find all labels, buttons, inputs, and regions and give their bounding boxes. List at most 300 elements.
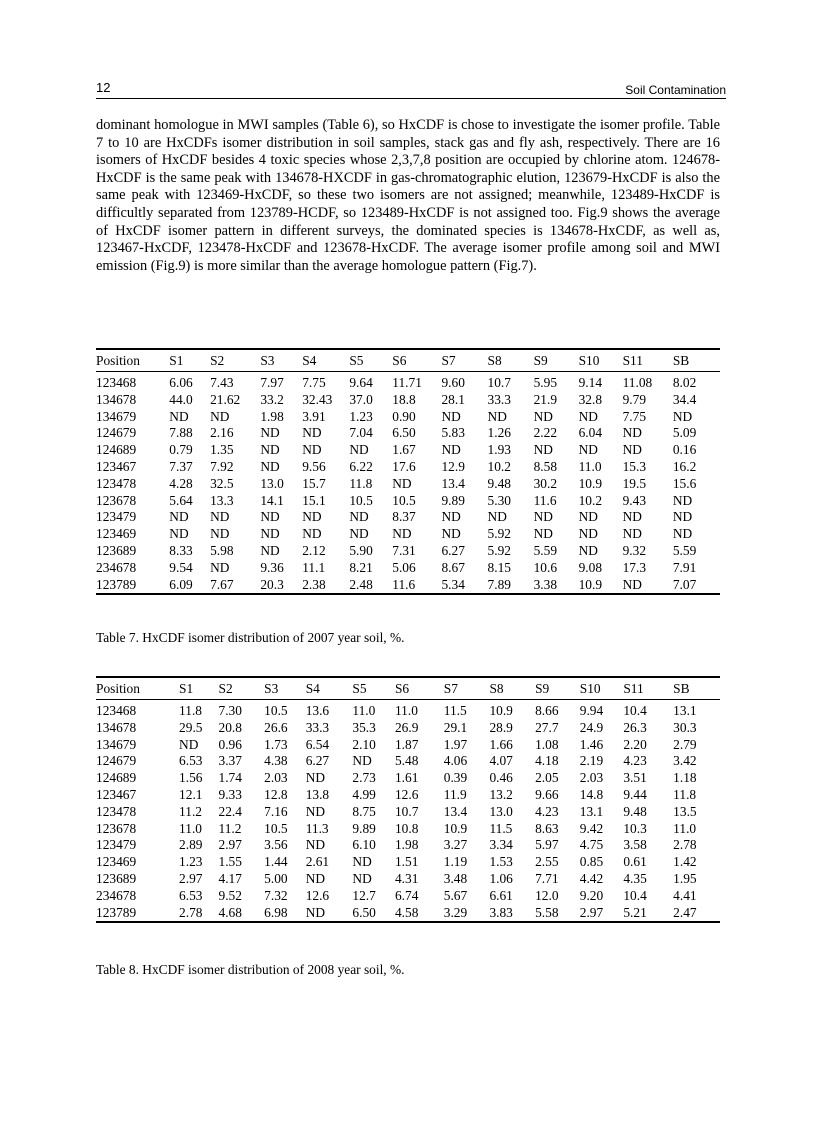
table-cell: 26.9 bbox=[394, 719, 419, 735]
table-cell: 12.7 bbox=[352, 887, 376, 903]
table-cell: 7.97 bbox=[260, 375, 284, 390]
table-cell: 9.48 bbox=[487, 475, 511, 491]
table-cell: 2.16 bbox=[210, 425, 234, 441]
table-cell: 11.0 bbox=[179, 820, 202, 836]
table-cell: 6.50 bbox=[392, 425, 416, 441]
table-cell: 10.5 bbox=[349, 492, 373, 508]
table-row bbox=[96, 753, 720, 770]
table-cell: ND bbox=[672, 509, 693, 525]
table-cell: 11.2 bbox=[179, 803, 202, 819]
column-header: S8 bbox=[489, 681, 504, 696]
column-header: S3 bbox=[264, 681, 279, 696]
table-cell: 5.90 bbox=[349, 542, 373, 558]
table-cell: 5.67 bbox=[443, 887, 468, 903]
table-row bbox=[96, 821, 720, 838]
table-cell: 4.31 bbox=[394, 870, 419, 886]
table-row bbox=[96, 425, 720, 442]
table-cell: ND bbox=[210, 408, 230, 424]
table-cell: 2.48 bbox=[349, 576, 373, 592]
table-cell: 8.66 bbox=[535, 703, 559, 718]
table-cell: 11.3 bbox=[305, 820, 329, 836]
table-cell: 2.97 bbox=[579, 904, 604, 920]
table-cell: 1.87 bbox=[394, 736, 419, 752]
table-cell: 6.06 bbox=[169, 375, 193, 390]
row-label-cell: 123678 bbox=[96, 820, 137, 836]
table-cell: 14.1 bbox=[260, 492, 284, 508]
table-cell: 13.5 bbox=[673, 803, 697, 819]
table-cell: 1.95 bbox=[673, 870, 697, 886]
table-cell: 5.59 bbox=[672, 542, 697, 558]
table-cell: 3.58 bbox=[623, 837, 647, 853]
table-cell: 27.7 bbox=[535, 719, 559, 735]
column-header: S9 bbox=[533, 353, 548, 368]
table-cell: 3.42 bbox=[673, 753, 697, 769]
table-cell: ND bbox=[349, 442, 369, 458]
table-cell: 11.08 bbox=[622, 375, 653, 390]
table-cell: 10.5 bbox=[392, 492, 416, 508]
table-cell: 33.3 bbox=[487, 391, 511, 407]
table-cell: ND bbox=[441, 526, 461, 542]
table-cell: 13.0 bbox=[260, 475, 284, 491]
table-cell: 11.6 bbox=[533, 492, 557, 508]
table-cell: 26.6 bbox=[264, 719, 288, 735]
table-row bbox=[96, 837, 720, 854]
table-8-caption: Table 8. HxCDF isomer distribution of 2008 year soil, %. bbox=[96, 962, 405, 977]
table-cell: 4.23 bbox=[623, 753, 647, 769]
table-cell: 3.34 bbox=[489, 837, 513, 853]
table-cell: 21.9 bbox=[533, 391, 558, 407]
table-cell: ND bbox=[210, 559, 230, 575]
table-cell: 7.89 bbox=[487, 576, 511, 592]
table-cell: 2.73 bbox=[352, 770, 376, 786]
table-cell: 12.0 bbox=[535, 887, 559, 903]
table-cell: 9.14 bbox=[578, 375, 603, 390]
table-cell: 6.50 bbox=[352, 904, 376, 920]
row-label-cell: 234678 bbox=[96, 887, 137, 903]
table-cell: 13.4 bbox=[441, 475, 465, 491]
table-cell: ND bbox=[672, 526, 693, 542]
table-cell: 4.35 bbox=[623, 870, 647, 886]
table-cell: ND bbox=[622, 509, 642, 525]
table-cell: 1.51 bbox=[394, 854, 419, 870]
table-cell: 5.21 bbox=[623, 904, 647, 920]
column-header: S7 bbox=[443, 681, 458, 696]
table-cell: 9.33 bbox=[218, 786, 242, 802]
table-cell: 1.97 bbox=[443, 736, 468, 752]
table-cell: ND bbox=[578, 509, 598, 525]
table-cell: 9.36 bbox=[260, 559, 284, 575]
table-cell: 5.97 bbox=[535, 837, 559, 853]
table-cell: 9.48 bbox=[623, 803, 647, 819]
table-cell: 1.55 bbox=[218, 854, 242, 870]
table-cell: 30.2 bbox=[533, 475, 558, 491]
table-cell: 5.98 bbox=[210, 542, 234, 558]
table-row bbox=[96, 392, 720, 409]
column-header: S11 bbox=[623, 681, 644, 696]
table-cell: 10.9 bbox=[489, 703, 513, 718]
table-cell: 2.61 bbox=[305, 854, 330, 870]
row-label-cell: 123468 bbox=[96, 375, 137, 390]
table-cell: 9.66 bbox=[535, 786, 559, 802]
table-cell: 7.75 bbox=[302, 375, 326, 390]
row-label-cell: 134679 bbox=[96, 408, 137, 424]
row-label-cell: 123467 bbox=[96, 458, 137, 474]
row-label-cell: 234678 bbox=[96, 559, 137, 575]
table-cell: 7.88 bbox=[169, 425, 193, 441]
table-row bbox=[96, 577, 720, 595]
table-cell: 17.3 bbox=[622, 559, 647, 575]
table-cell: 0.46 bbox=[489, 770, 513, 786]
table-cell: 9.54 bbox=[169, 559, 193, 575]
column-header: S1 bbox=[169, 353, 184, 368]
column-header: Position bbox=[96, 353, 140, 368]
table-cell: 1.42 bbox=[673, 854, 697, 870]
table-cell: 12.9 bbox=[441, 458, 465, 474]
table-cell: 9.43 bbox=[622, 492, 647, 508]
table-cell: 7.07 bbox=[672, 576, 697, 592]
table-cell: 2.20 bbox=[623, 736, 647, 752]
table-row bbox=[96, 720, 720, 737]
table-cell: 10.2 bbox=[578, 492, 603, 508]
table-cell: 13.8 bbox=[305, 786, 330, 802]
table-cell: 11.2 bbox=[218, 820, 242, 836]
table-cell: 7.92 bbox=[210, 458, 234, 474]
table-cell: 6.27 bbox=[305, 753, 330, 769]
table-cell: 33.3 bbox=[305, 719, 330, 735]
table-cell: 3.91 bbox=[302, 408, 326, 424]
table-cell: 29.1 bbox=[443, 719, 468, 735]
table-cell: 9.20 bbox=[579, 887, 604, 903]
table-cell: ND bbox=[169, 408, 189, 424]
table-cell: 3.37 bbox=[218, 753, 242, 769]
table-cell: 2.03 bbox=[579, 770, 604, 786]
table-row bbox=[96, 476, 720, 493]
table-cell: 32.8 bbox=[578, 391, 603, 407]
table-cell: 16.2 bbox=[672, 458, 697, 474]
table-cell: ND bbox=[578, 408, 598, 424]
table-cell: 11.8 bbox=[349, 475, 373, 491]
table-cell: ND bbox=[533, 442, 553, 458]
table-cell: ND bbox=[210, 509, 230, 525]
table-cell: 30.3 bbox=[673, 719, 697, 735]
table-cell: 2.12 bbox=[302, 542, 326, 558]
table-cell: ND bbox=[672, 492, 693, 508]
table-cell: 1.18 bbox=[673, 770, 697, 786]
table-cell: 20.8 bbox=[218, 719, 242, 735]
table-cell: 1.74 bbox=[218, 770, 242, 786]
running-head: Soil Contamination bbox=[625, 83, 726, 97]
table-cell: 5.09 bbox=[672, 425, 697, 441]
table-row bbox=[96, 787, 720, 804]
row-label-cell: 123478 bbox=[96, 803, 137, 819]
table-cell: 14.8 bbox=[579, 786, 604, 802]
table-cell: 8.37 bbox=[392, 509, 416, 525]
table-cell: 1.98 bbox=[394, 837, 419, 853]
table-row bbox=[96, 560, 720, 577]
column-header: S5 bbox=[352, 681, 367, 696]
table-cell: 8.21 bbox=[349, 559, 373, 575]
table-cell: 19.5 bbox=[622, 475, 647, 491]
table-cell: 6.27 bbox=[441, 542, 465, 558]
table-cell: 20.3 bbox=[260, 576, 284, 592]
table-row bbox=[96, 409, 720, 426]
table-cell: 11.6 bbox=[392, 576, 416, 592]
row-label-cell: 124689 bbox=[96, 770, 137, 786]
table-cell: 0.16 bbox=[672, 442, 697, 458]
table-cell: ND bbox=[302, 526, 322, 542]
table-cell: 1.61 bbox=[394, 770, 419, 786]
table-cell: 5.64 bbox=[169, 492, 193, 508]
table-row bbox=[96, 372, 720, 392]
table-cell: 0.79 bbox=[169, 442, 193, 458]
table-cell: 7.75 bbox=[622, 408, 647, 424]
table-cell: 9.08 bbox=[578, 559, 603, 575]
table-row bbox=[96, 905, 720, 923]
table-cell: 18.8 bbox=[392, 391, 416, 407]
table-cell: ND bbox=[179, 736, 199, 752]
row-label-cell: 134678 bbox=[96, 719, 137, 735]
table-cell: 4.23 bbox=[535, 803, 559, 819]
column-header: S5 bbox=[349, 353, 364, 368]
table-cell: 8.67 bbox=[441, 559, 465, 575]
row-label-cell: 123469 bbox=[96, 854, 137, 870]
table-row bbox=[96, 493, 720, 510]
table-cell: 1.73 bbox=[264, 736, 288, 752]
row-label-cell: 134678 bbox=[96, 391, 137, 407]
table-cell: 2.19 bbox=[579, 753, 604, 769]
table-cell: 0.90 bbox=[392, 408, 416, 424]
table-cell: 3.27 bbox=[443, 837, 468, 853]
table-cell: 2.78 bbox=[673, 837, 697, 853]
column-header: S8 bbox=[487, 353, 502, 368]
table-cell: 11.0 bbox=[352, 703, 376, 718]
table-cell: 13.1 bbox=[673, 703, 697, 718]
table-cell: 11.1 bbox=[302, 559, 326, 575]
table-cell: 5.48 bbox=[394, 753, 419, 769]
table-cell: 2.78 bbox=[179, 904, 203, 920]
table-cell: ND bbox=[305, 870, 326, 886]
table-row bbox=[96, 509, 720, 526]
table-cell: 1.35 bbox=[210, 442, 234, 458]
table-cell: 7.91 bbox=[672, 559, 697, 575]
row-label-cell: 124689 bbox=[96, 442, 137, 458]
table-cell: 10.7 bbox=[394, 803, 419, 819]
table-cell: 4.18 bbox=[535, 753, 559, 769]
table-cell: 10.3 bbox=[623, 820, 647, 836]
table-row bbox=[96, 871, 720, 888]
row-label-cell: 123469 bbox=[96, 526, 137, 542]
table-cell: 9.32 bbox=[622, 542, 647, 558]
table-cell: 2.38 bbox=[302, 576, 326, 592]
table-cell: ND bbox=[533, 408, 553, 424]
table-cell: 10.5 bbox=[264, 703, 288, 718]
table-cell: 17.6 bbox=[392, 458, 416, 474]
table-cell: 7.67 bbox=[210, 576, 234, 592]
table-cell: ND bbox=[305, 904, 326, 920]
table-cell: 4.38 bbox=[264, 753, 288, 769]
table-cell: 26.3 bbox=[623, 719, 647, 735]
table-cell: 32.43 bbox=[302, 391, 333, 407]
table-cell: ND bbox=[622, 425, 642, 441]
table-cell: ND bbox=[305, 837, 326, 853]
table-cell: 4.07 bbox=[489, 753, 513, 769]
table-cell: 10.9 bbox=[578, 475, 603, 491]
table-cell: 1.06 bbox=[489, 870, 513, 886]
table-row bbox=[96, 854, 720, 871]
row-label-cell: 123468 bbox=[96, 703, 137, 718]
table-cell: 44.0 bbox=[169, 391, 193, 407]
table-cell: 15.6 bbox=[672, 475, 697, 491]
table-cell: 8.63 bbox=[535, 820, 559, 836]
table-cell: 2.97 bbox=[179, 870, 203, 886]
table-cell: 9.44 bbox=[623, 786, 647, 802]
table-cell: ND bbox=[349, 509, 369, 525]
column-header: S1 bbox=[179, 681, 194, 696]
table-header-row bbox=[96, 677, 720, 700]
row-label-cell: 123479 bbox=[96, 509, 137, 525]
column-header: SB bbox=[672, 353, 690, 368]
table-cell: 13.4 bbox=[443, 803, 468, 819]
table-7-caption: Table 7. HxCDF isomer distribution of 2007 year soil, %. bbox=[96, 630, 405, 645]
table-cell: 3.29 bbox=[443, 904, 468, 920]
table-cell: ND bbox=[260, 542, 280, 558]
table-cell: 3.56 bbox=[264, 837, 288, 853]
table-cell: 37.0 bbox=[349, 391, 373, 407]
table-cell: 6.54 bbox=[305, 736, 330, 752]
table-cell: 1.46 bbox=[579, 736, 604, 752]
column-header: S9 bbox=[535, 681, 550, 696]
table-cell: 7.31 bbox=[392, 542, 416, 558]
table-cell: 8.33 bbox=[169, 542, 193, 558]
table-cell: 13.6 bbox=[305, 703, 330, 718]
table-cell: 1.93 bbox=[487, 442, 511, 458]
table-cell: 4.58 bbox=[394, 904, 419, 920]
table-cell: 22.4 bbox=[218, 803, 242, 819]
row-label-cell: 124679 bbox=[96, 425, 137, 441]
table-cell: ND bbox=[305, 770, 326, 786]
table-cell: 9.89 bbox=[441, 492, 465, 508]
table-cell: 5.00 bbox=[264, 870, 288, 886]
table-cell: 10.6 bbox=[533, 559, 558, 575]
table-cell: ND bbox=[352, 854, 372, 870]
table-cell: 8.58 bbox=[533, 458, 558, 474]
column-header: Position bbox=[96, 681, 140, 696]
table-cell: 9.64 bbox=[349, 375, 373, 390]
table-cell: 12.6 bbox=[394, 786, 419, 802]
table-cell: 10.7 bbox=[487, 375, 511, 390]
table-cell: 28.1 bbox=[441, 391, 465, 407]
table-cell: ND bbox=[260, 526, 280, 542]
table-cell: 1.56 bbox=[179, 770, 203, 786]
table-cell: 0.39 bbox=[443, 770, 468, 786]
table-cell: ND bbox=[672, 408, 693, 424]
table-cell: 2.05 bbox=[535, 770, 559, 786]
row-label-cell: 123789 bbox=[96, 904, 137, 920]
table-cell: 9.94 bbox=[579, 703, 604, 718]
table-cell: ND bbox=[352, 753, 372, 769]
table-cell: 2.22 bbox=[533, 425, 558, 441]
row-label-cell: 123479 bbox=[96, 837, 137, 853]
table-cell: ND bbox=[260, 509, 280, 525]
table-cell: 7.16 bbox=[264, 803, 288, 819]
column-header: S3 bbox=[260, 353, 275, 368]
table-cell: 13.0 bbox=[489, 803, 513, 819]
table-cell: 4.17 bbox=[218, 870, 242, 886]
table-cell: ND bbox=[392, 475, 412, 491]
table-cell: 1.53 bbox=[489, 854, 513, 870]
table-cell: 1.98 bbox=[260, 408, 284, 424]
table-cell: 10.9 bbox=[443, 820, 468, 836]
table-cell: ND bbox=[622, 576, 642, 592]
table-cell: 6.09 bbox=[169, 576, 193, 592]
table-row bbox=[96, 888, 720, 905]
table-cell: 2.89 bbox=[179, 837, 203, 853]
table-cell: 28.9 bbox=[489, 719, 513, 735]
table-cell: 13.3 bbox=[210, 492, 234, 508]
table-cell: 3.83 bbox=[489, 904, 513, 920]
row-label-cell: 123689 bbox=[96, 542, 137, 558]
table-7 bbox=[96, 348, 720, 595]
column-header: S11 bbox=[622, 353, 643, 368]
row-label-cell: 123478 bbox=[96, 475, 137, 491]
table-cell: ND bbox=[392, 526, 412, 542]
table-cell: ND bbox=[169, 509, 189, 525]
table-cell: 5.34 bbox=[441, 576, 465, 592]
table-cell: 12.1 bbox=[179, 786, 203, 802]
table-cell: 1.26 bbox=[487, 425, 511, 441]
table-cell: 7.32 bbox=[264, 887, 288, 903]
table-cell: 5.58 bbox=[535, 904, 559, 920]
table-cell: 4.06 bbox=[443, 753, 468, 769]
row-label-cell: 123789 bbox=[96, 576, 137, 592]
table-cell: 2.79 bbox=[673, 736, 697, 752]
table-cell: 3.48 bbox=[443, 870, 468, 886]
table-cell: ND bbox=[260, 458, 280, 474]
table-cell: 9.89 bbox=[352, 820, 376, 836]
column-header: S6 bbox=[392, 353, 407, 368]
row-label-cell: 124679 bbox=[96, 753, 137, 769]
table-cell: 29.5 bbox=[179, 719, 203, 735]
table-cell: 2.47 bbox=[673, 904, 697, 920]
table-cell: ND bbox=[578, 526, 598, 542]
table-row bbox=[96, 459, 720, 476]
table-cell: 6.98 bbox=[264, 904, 288, 920]
table-cell: 9.60 bbox=[441, 375, 465, 390]
table-cell: 6.74 bbox=[394, 887, 419, 903]
table-cell: 0.61 bbox=[623, 854, 647, 870]
table-cell: ND bbox=[169, 526, 189, 542]
table-cell: 11.5 bbox=[443, 703, 467, 718]
table-row bbox=[96, 770, 720, 787]
table-cell: ND bbox=[302, 509, 322, 525]
table-row bbox=[96, 804, 720, 821]
column-header: S10 bbox=[579, 681, 601, 696]
table-cell: 0.85 bbox=[579, 854, 604, 870]
column-header: S7 bbox=[441, 353, 456, 368]
table-cell: 3.51 bbox=[623, 770, 647, 786]
table-cell: 11.71 bbox=[392, 375, 422, 390]
table-cell: 1.08 bbox=[535, 736, 559, 752]
table-cell: ND bbox=[622, 442, 642, 458]
table-cell: 13.1 bbox=[579, 803, 604, 819]
column-header: S4 bbox=[302, 353, 317, 368]
table-cell: 4.41 bbox=[673, 887, 697, 903]
table-cell: 9.52 bbox=[218, 887, 242, 903]
body-paragraph: dominant homologue in MWI samples (Table 6), so HxCDF is chose to investigate the isomer profile. Table 7 to 10 are HxCDFs isomer distribution in soil samples, stack gas and fly ash, respectively. There are 16 isomers of HxCDF besides 4 toxic species whose 2,3,7,8 position are occupied by chlorine atom. 124678-HxCDF is the same peak with 134678-HXCDF in gas-chromatographic elution, 123679-HxCDF is also the same peak with 123469-HxCDF, so these two isomers are not assigned; meanwhile, 123489-HxCDF is difficultly separated from 123789-HCDF, so 123489-HxCDF is not assigned too. Fig.9 shows the average of HxCDF isomer pattern in different surveys, the dominated species is 134678-HxCDF, as well as, 123467-HxCDF, 123478-HxCDF and 123678-HxCDF. The average isomer profile among soil and MWI emission (Fig.9) is more similar than the average homologue pattern (Fig.7). bbox=[96, 117, 720, 274]
table-cell: 11.8 bbox=[179, 703, 202, 718]
table-cell: 2.10 bbox=[352, 736, 376, 752]
table-header-row bbox=[96, 349, 720, 372]
